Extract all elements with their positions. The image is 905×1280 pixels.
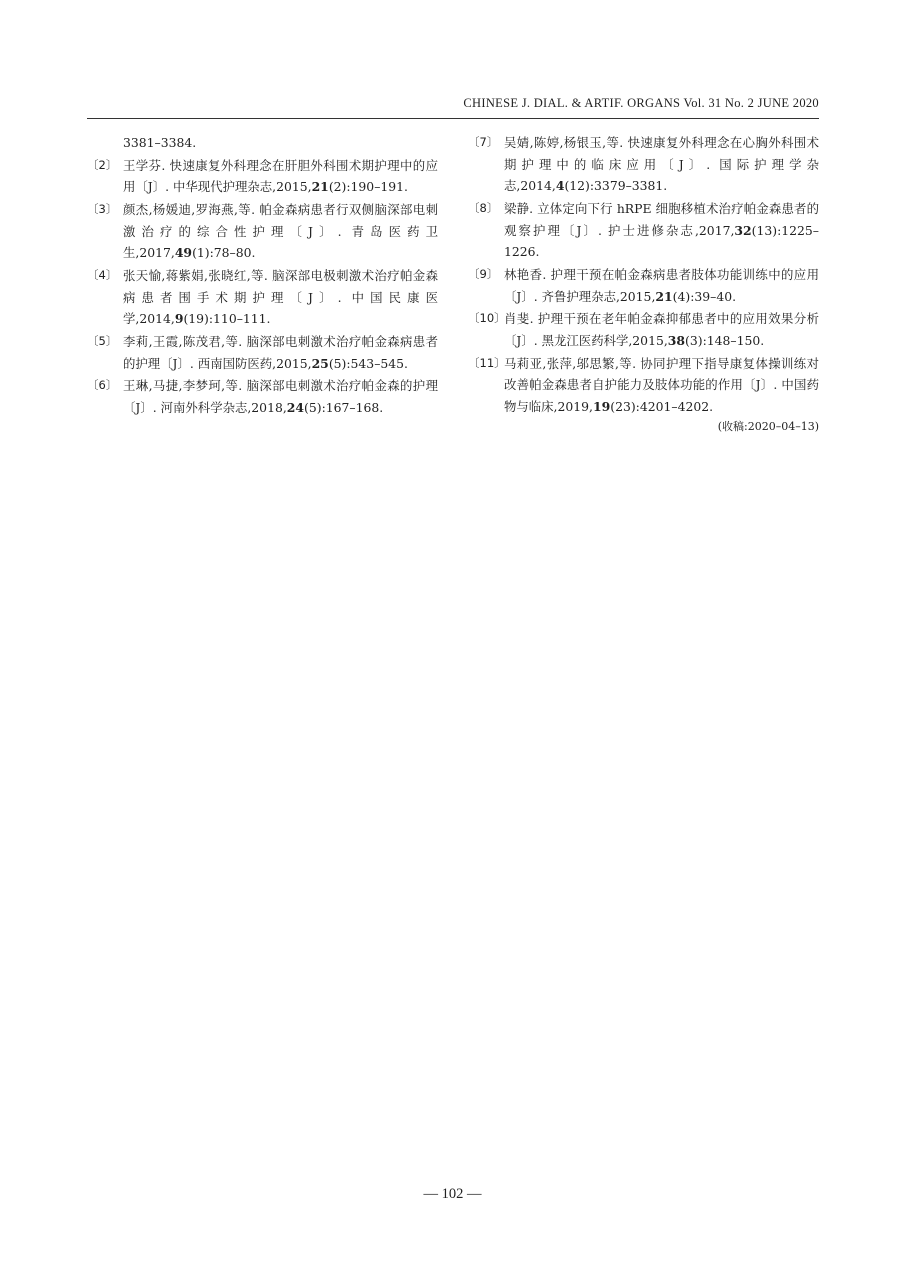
reference-volume: 9 [174, 311, 184, 327]
reference-text: 李莉,王霞,陈茂君,等. 脑深部电刺激术治疗帕金森病患者的护理〔J〕. 西南国防医药,2015,25(5):543–545. [123, 334, 438, 371]
page-number: — 102 — [423, 1186, 482, 1202]
reference-number: 〔11〕 [468, 355, 506, 370]
reference-number: 〔2〕 [87, 157, 118, 172]
journal-header-text: CHINESE J. DIAL. & ARTIF. ORGANS Vol. 31 No. 2 JUNE 2020 [463, 96, 819, 110]
reference-volume: 19 [592, 398, 611, 414]
reference-number: 〔7〕 [468, 135, 499, 149]
reference-text: 王学芬. 快速康复外科理念在肝胆外科围术期护理中的应用〔J〕. 中华现代护理杂志,2015,21(2):190–191. [123, 157, 438, 195]
running-header [87, 96, 819, 118]
reference-volume: 21 [311, 179, 329, 195]
reference-item [468, 353, 819, 418]
reference-volume: 21 [655, 288, 673, 304]
reference-text: 肖斐. 护理干预在老年帕金森抑郁患者中的应用效果分析〔J〕. 黑龙江医药科学,2015,38(3):148–150. [504, 311, 819, 348]
right-column [468, 132, 819, 434]
reference-item [87, 375, 438, 418]
reference-item [87, 199, 438, 264]
reference-text: 马莉亚,张萍,邬思繁,等. 协同护理下指导康复体操训练对改善帕金森患者自护能力及肢体功能的作用〔J〕. 中国药物与临床,2019,19(23):4201–4202. [504, 355, 819, 414]
reference-volume: 24 [286, 400, 305, 416]
reference-text: 林艳香. 护理干预在帕金森病患者肢体功能训练中的应用〔J〕. 齐鲁护理杂志,2015,21(4):39–40. [504, 266, 819, 304]
reference-number: 〔4〕 [87, 268, 118, 283]
reference-item [468, 308, 819, 351]
reference-text: 王琳,马捷,李梦珂,等. 脑深部电刺激术治疗帕金森的护理〔J〕. 河南外科学杂志,2018,24(5):167–168. [123, 378, 438, 416]
left-column [87, 132, 438, 420]
reference-text: 吴婧,陈婷,杨银玉,等. 快速康复外科理念在心胸外科围术期护理中的临床应用〔J〕. 国际护理学杂志,2014,4(12):3379–3381. [504, 135, 819, 194]
reference-number: 〔3〕 [87, 202, 118, 217]
header-rule [87, 118, 819, 119]
reference-item [468, 132, 819, 197]
reference-text: 颜杰,杨媛迪,罗海燕,等. 帕金森病患者行双侧脑深部电刺激治疗的综合性护理〔J〕. 青岛医药卫生,2017,49(1):78–80. [123, 202, 438, 261]
reference-item [87, 331, 438, 374]
reference-number: 〔6〕 [87, 378, 118, 393]
reference-number: 〔9〕 [468, 266, 499, 281]
reference-number: 〔8〕 [468, 200, 499, 215]
reference-item [87, 155, 438, 198]
reference-volume: 49 [174, 245, 193, 261]
reference-volume: 32 [734, 222, 752, 238]
reference-item [468, 198, 819, 263]
reference-item [87, 265, 438, 330]
received-date: (收稿:2020–04–13) [717, 419, 819, 433]
reference-number: 〔10〕 [468, 311, 506, 326]
reference-volume: 4 [555, 178, 565, 194]
reference-volume: 38 [667, 332, 686, 348]
reference-volume: 25 [311, 355, 329, 371]
reference-text: 张天愉,蒋紫娟,张晓红,等. 脑深部电极刺激术治疗帕金森病患者围手术期护理〔J〕. 中国民康医学,2014,9(19):110–111. [123, 268, 438, 327]
reference-text: 梁静. 立体定向下行 hRPE 细胞移植术治疗帕金森患者的观察护理〔J〕. 护士进修杂志,2017,32(13):1225–1226. [504, 200, 819, 260]
reference-item [468, 264, 819, 307]
reference-number: 〔5〕 [87, 334, 118, 349]
reference-continuation: 3381–3384. [123, 135, 197, 150]
